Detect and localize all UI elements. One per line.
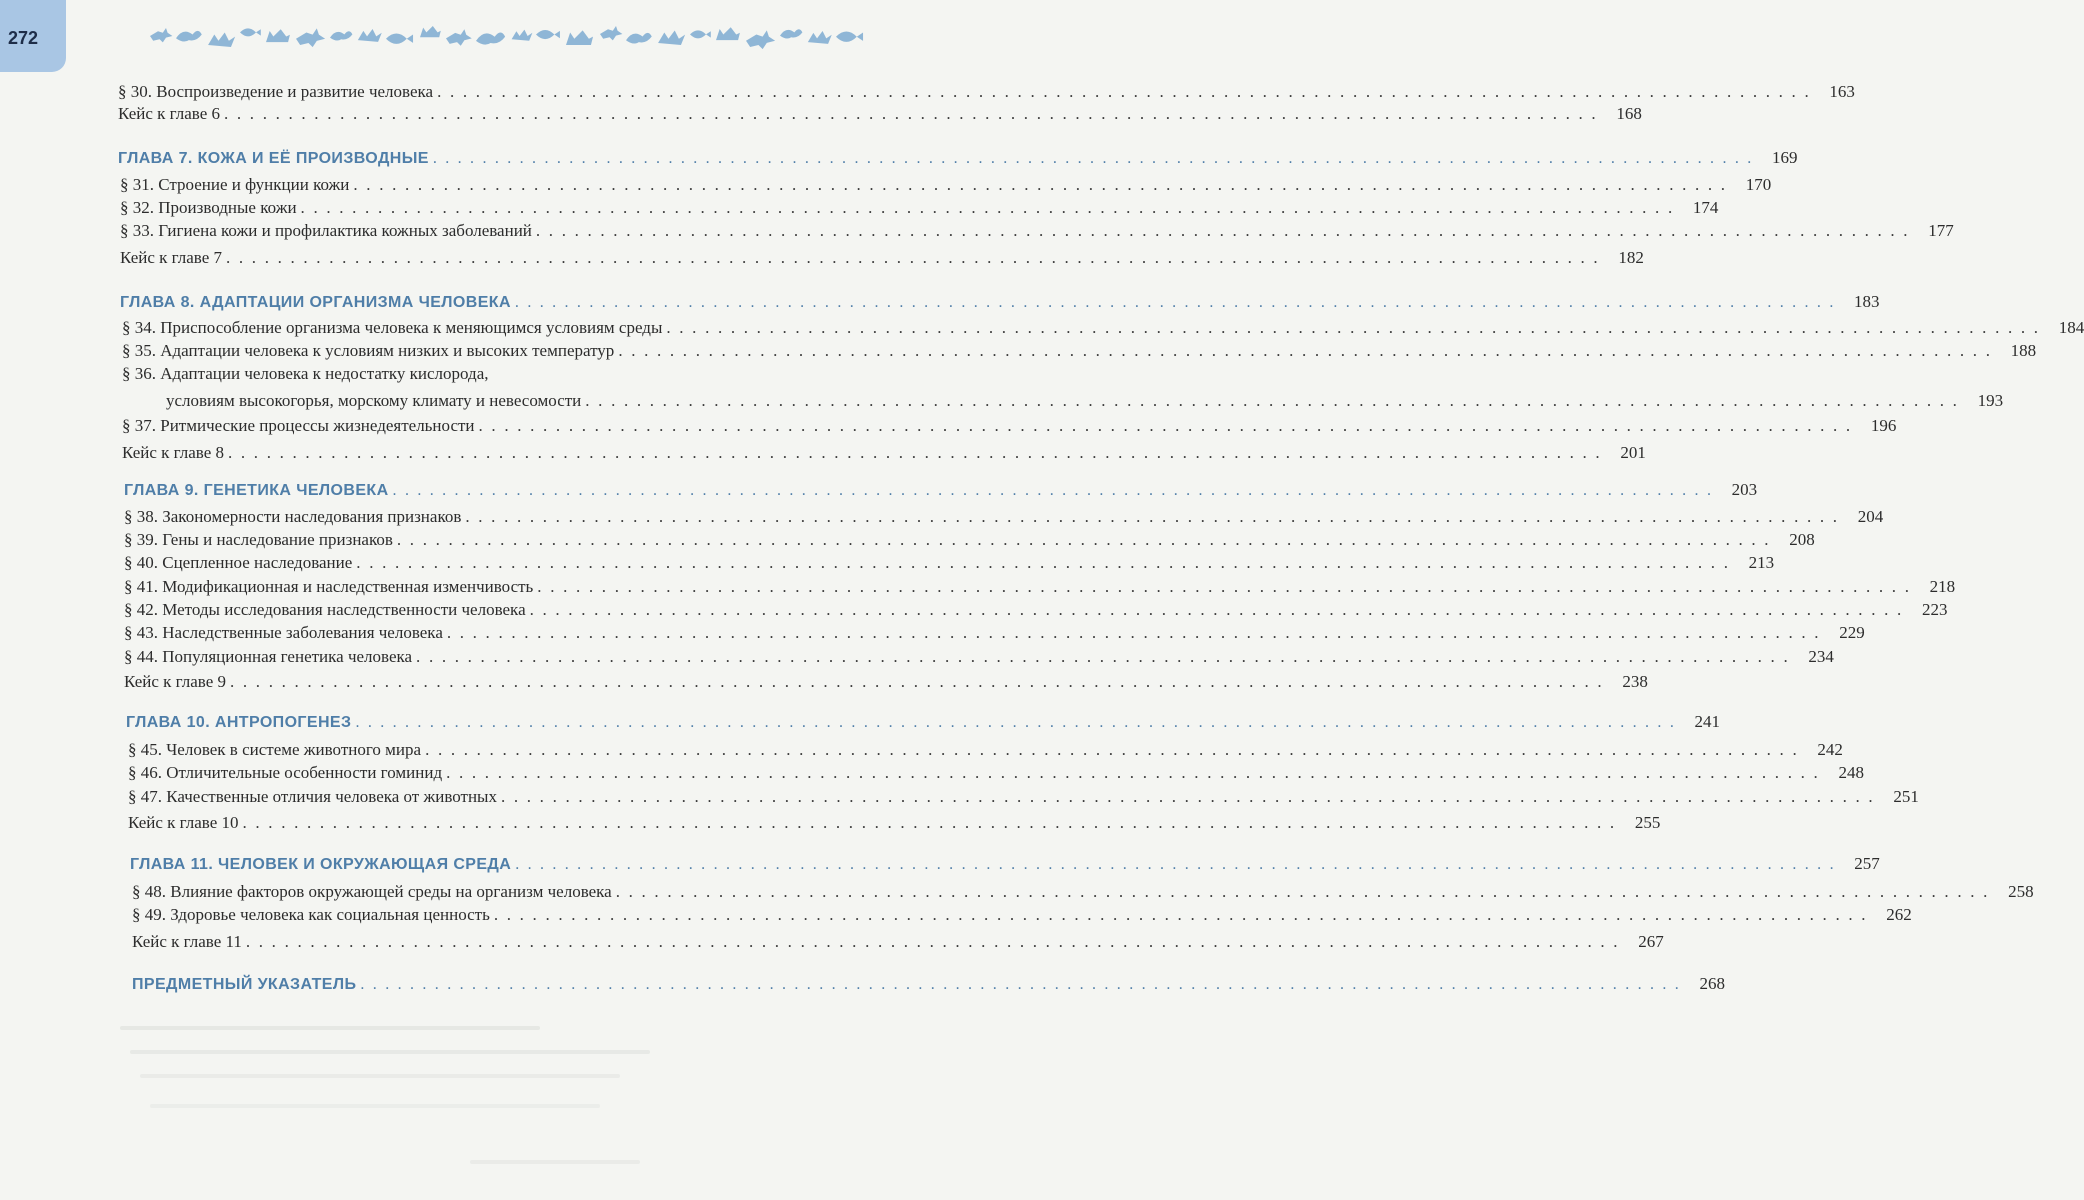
dot-leader: . . . . . . . . . . . . . . . . . . . . . . . . . . . . . . . . . . . . . . . . . . . . . . . . . . . . . . . . . . . . . . . . . . . . . . . . . . . . . . . . . . . . . . . . . . . . . . . . . . . . . . . . . . . (515, 856, 1836, 873)
section-row (124, 551, 1775, 573)
section-row (122, 339, 2037, 361)
page-ref: 242 (1817, 740, 1843, 759)
chapter-title: ГЛАВА 7. КОЖА И ЕЁ ПРОИЗВОДНЫЕ (118, 150, 429, 167)
dot-leader: . . . . . . . . . . . . . . . . . . . . . . . . . . . . . . . . . . . . . . . . . . . . . . . . . . . . . . . . . . . . . . . . . . . . . . . . . . . . . . . . . . . . . . . . . . . . . . . . . . . . . . . . . . . (392, 482, 1714, 499)
section-row (124, 505, 1884, 527)
section-row (122, 362, 856, 384)
chapter-case-row (132, 930, 1664, 952)
chapter-case-row (124, 670, 1648, 692)
dot-leader: . . . . . . . . . . . . . . . . . . . . . . . . . . . . . . . . . . . . . . . . . . . . . . . . . . . . . . . . . . . . . . . . . . . . . . . . . . . . . . . . . . . . . . . . . . . . . . . . . . . . . . . . . . . (493, 905, 1868, 924)
section-row (124, 528, 1815, 550)
dot-leader: . . . . . . . . . . . . . . . . . . . . . . . . . . . . . . . . . . . . . . . . . . . . . . . . . . . . . . . . . . . . . . . . . . . . . . . . . . . . . . . . . . . . . . . . . . . . . . . . . . . . . . . . . . . (529, 600, 1904, 619)
dot-leader: . . . . . . . . . . . . . . . . . . . . . . . . . . . . . . . . . . . . . . . . . . . . . . . . . . . . . . . . . . . . . . . . . . . . . . . . . . . . . . . . . . . . . . . . . . . . . . . . . . . . . . . . . . . (425, 740, 1799, 759)
dot-leader: . . . . . . . . . . . . . . . . . . . . . . . . . . . . . . . . . . . . . . . . . . . . . . . . . . . . . . . . . . . . . . . . . . . . . . . . . . . . . . . . . . . . . . . . . . . . . . . . . . . . . . . . . . . (230, 672, 1604, 691)
chapter-title: ГЛАВА 10. АНТРОПОГЕНЕЗ (126, 714, 352, 731)
dot-leader: . . . . . . . . . . . . . . . . . . . . . . . . . . . . . . . . . . . . . . . . . . . . . . . . . . . . . . . . . . . . . . . . . . . . . . . . . . . . . . . . . . . . . . . . . . . . . . . . . . . . . . . . . . . (478, 416, 1853, 435)
dot-leader: . . . . . . . . . . . . . . . . . . . . . . . . . . . . . . . . . . . . . . . . . . . . . . . . . . . . . . . . . . . . . . . . . . . . . . . . . . . . . . . . . . . . . . . . . . . . . . . . . . . . . . . . . . . (224, 104, 1598, 123)
dot-leader: . . . . . . . . . . . . . . . . . . . . . . . . . . . . . . . . . . . . . . . . . . . . . . . . . . . . . . . . . . . . . . . . . . . . . . . . . . . . . . . . . . . . . . . . . . . . . . . . . . . . . . . . . . . (242, 813, 1617, 832)
entry-title: § 49. Здоровье человека как социальная ценность (132, 905, 490, 924)
entry-title: § 37. Ритмические процессы жизнедеятельности (122, 416, 475, 435)
entry-title: Кейс к главе 6 (118, 104, 220, 123)
section-row (132, 880, 2034, 902)
page-ref: 255 (1634, 813, 1661, 832)
dot-leader: . . . . . . . . . . . . . . . . . . . . . . . . . . . . . . . . . . . . . . . . . . . . . . . . . . . . . . . . . . . . . . . . . . . . . . . . . . . . . . . . . . . . . . . . . . . . . . . . . . . . . . . . . . . (666, 318, 2041, 337)
section-row (132, 903, 1912, 925)
page-ref: 177 (1928, 221, 1954, 240)
chapter-title: ПРЕДМЕТНЫЙ УКАЗАТЕЛЬ (132, 976, 357, 993)
entry-title: Кейс к главе 7 (120, 248, 222, 267)
chapter-heading-row (120, 290, 1880, 312)
section-row (120, 196, 1719, 218)
section-row (124, 575, 1956, 597)
section-row (120, 173, 1772, 195)
page-ref: 268 (1699, 974, 1726, 993)
chapter-heading-row (126, 710, 1721, 732)
entry-title: Кейс к главе 8 (122, 443, 224, 462)
section-row (124, 621, 1865, 643)
dot-leader: . . . . . . . . . . . . . . . . . . . . . . . . . . . . . . . . . . . . . . . . . . . . . . . . . . . . . . . . . . . . . . . . . . . . . . . . . . . . . . . . . . . . . . . . . . . . . . . . . . . . . . . . . . . (432, 150, 1754, 167)
entry-title: § 45. Человек в системе животного мира (128, 740, 422, 759)
section-row-continuation (166, 389, 2004, 411)
page-ref: 208 (1789, 530, 1815, 549)
dot-leader: . . . . . . . . . . . . . . . . . . . . . . . . . . . . . . . . . . . . . . . . . . . . . . . . . . . . . . . . . . . . . . . . . . . . . . . . . . . . . . . . . . . . . . . . . . . . . . . . . . . . . . . . . . . (245, 932, 1620, 951)
chapter-title: ГЛАВА 8. АДАПТАЦИИ ОРГАНИЗМА ЧЕЛОВЕКА (120, 294, 511, 311)
entry-title: § 30. Воспроизведение и развитие человека (118, 82, 434, 101)
page-ref: 168 (1616, 104, 1642, 123)
page-ref: 182 (1618, 248, 1644, 267)
page-ref: 170 (1745, 175, 1772, 194)
dot-leader: . . . . . . . . . . . . . . . . . . . . . . . . . . . . . . . . . . . . . . . . . . . . . . . . . . . . . . . . . . . . . . . . . . . . . . . . . . . . . . . . . . . . . . . . . . . . . . . . . . . . . . . . . . . (500, 787, 1875, 806)
dot-leader: . . . . . . . . . . . . . . . . . . . . . . . . . . . . . . . . . . . . . . . . . . . . . . . . . . . . . . . . . . . . . . . . . . . . . . . . . . . . . . . . . . . . . . . . . . . . . . . . . . . . . . . . . . . (535, 221, 1910, 240)
chapter-title: ГЛАВА 9. ГЕНЕТИКА ЧЕЛОВЕКА (124, 482, 389, 499)
section-row (122, 316, 2084, 338)
dot-leader: . . . . . . . . . . . . . . . . . . . . . . . . . . . . . . . . . . . . . . . . . . . . . . . . . . . . . . . . . . . . . . . . . . . . . . . . . . . . . . . . . . . . . . . . . . . . . . . . . . . . . . . . . . . (355, 714, 1677, 731)
page-ref: 184 (2058, 318, 2084, 337)
page-ref: 183 (1854, 292, 1880, 311)
entry-title: § 41. Модификационная и наследственная изменчивость (124, 577, 534, 596)
bleed-through-mark (130, 1050, 650, 1054)
page-ref: 248 (1838, 763, 1864, 782)
section-row (124, 645, 1834, 667)
chapter-heading-row (130, 852, 1880, 874)
entry-title: § 42. Методы исследования наследственности человека (124, 600, 526, 619)
entry-title: § 38. Закономерности наследования признаков (124, 507, 462, 526)
page-ref: 258 (2008, 882, 2034, 901)
entry-title: § 39. Гены и наследование признаков (124, 530, 393, 549)
chapter-case-row (118, 102, 1642, 124)
dot-leader: . . . . . . . . . . . . . . . . . . . . . . . . . . . . . . . . . . . . . . . . . . . . . . . . . . . . . . . . . . . . . . . . . . . . . . . . . . . . . . . . . . . . . . . . . . . . . . . . . . . . . . . . . . . (353, 175, 1728, 194)
page-ref: 204 (1857, 507, 1884, 526)
page-ref: 223 (1921, 600, 1948, 619)
page-ref: 251 (1893, 787, 1919, 806)
section-row (120, 219, 1954, 241)
entry-title: § 40. Сцепленное наследование (124, 553, 353, 572)
bleed-through-mark (150, 1104, 600, 1108)
page-ref: 218 (1929, 577, 1956, 596)
page-ref: 203 (1731, 480, 1758, 499)
entry-title-continuation: условиям высокогорья, морскому климату и невесомости (166, 391, 582, 410)
dot-leader: . . . . . . . . . . . . . . . . . . . . . . . . . . . . . . . . . . . . . . . . . . . . . . . . . . . . . . . . . . . . . . . . . . . . . . . . . . . . . . . . . . . . . . . . . . . . . . . . . . . . . . . . . . . (437, 82, 1811, 101)
section-row (118, 80, 1855, 102)
chapter-heading-row (132, 972, 1726, 994)
page-ref: 213 (1748, 553, 1775, 572)
entry-title: § 32. Производные кожи (120, 198, 297, 217)
dot-leader: . . . . . . . . . . . . . . . . . . . . . . . . . . . . . . . . . . . . . . . . . . . . . . . . . . . . . . . . . . . . . . . . . . . . . . . . . . . . . . . . . . . . . . . . . . . . . . . . . . . . . . . . . . . (360, 976, 1682, 993)
entry-title: § 44. Популяционная генетика человека (124, 647, 413, 666)
page-number: 272 (8, 28, 39, 48)
page-ref: 238 (1622, 672, 1648, 691)
bleed-through-mark (120, 1026, 540, 1030)
dot-leader: . . . . . . . . . . . . . . . . . . . . . . . . . . . . . . . . . . . . . . . . . . . . . . . . . . . . . . . . . . . . . . . . . . . . . . . . . . . . . . . . . . . . . . . . . . . . . . . . . . . . . . . . . . . (228, 443, 1602, 462)
bleed-through-mark (140, 1074, 620, 1078)
entry-title: § 48. Влияние факторов окружающей среды на организм человека (132, 882, 612, 901)
entry-title: § 34. Приспособление организма человека к меняющимся условиям среды (122, 318, 663, 337)
chapter-case-row (128, 811, 1661, 833)
dot-leader: . . . . . . . . . . . . . . . . . . . . . . . . . . . . . . . . . . . . . . . . . . . . . . . . . . . . . . . . . . . . . . . . . . . . . . . . . . . . . . . . . . . . . . . . . . . . . . . . . . . . . . . . . . . (465, 507, 1840, 526)
dot-leader: . . . . . . . . . . . . . . . . . . . . . . . . . . . . . . . . . . . . . . . . . . . . . . . . . . . . . . . . . . . . . . . . . . . . . . . . . . . . . . . . . . . . . . . . . . . . . . . . . . . . . . . . . . . (396, 530, 1771, 549)
entry-title: § 33. Гигиена кожи и профилактика кожных заболеваний (120, 221, 532, 240)
entry-title: Кейс к главе 9 (124, 672, 226, 691)
chapter-case-row (122, 441, 1646, 463)
page-ref: 163 (1829, 82, 1855, 101)
entry-title: § 47. Качественные отличия человека от животных (128, 787, 497, 806)
chapter-title: ГЛАВА 11. ЧЕЛОВЕК И ОКРУЖАЮЩАЯ СРЕДА (130, 856, 512, 873)
page-ref: 169 (1771, 148, 1798, 167)
chapter-case-row (120, 246, 1644, 268)
dot-leader: . . . . . . . . . . . . . . . . . . . . . . . . . . . . . . . . . . . . . . . . . . . . . . . . . . . . . . . . . . . . . . . . . . . . . . . . . . . . . . . . . . . . . . . . . . . . . . . . . . . . . . . . . . . (226, 248, 1600, 267)
page-ref: 174 (1692, 198, 1719, 217)
page-ref: 267 (1638, 932, 1664, 951)
entry-title: § 36. Адаптации человека к недостатку кислорода, (122, 364, 489, 383)
section-row (128, 785, 1919, 807)
chapter-heading-row (118, 146, 1798, 168)
dot-leader: . . . . . . . . . . . . . . . . . . . . . . . . . . . . . . . . . . . . . . . . . . . . . . . . . . . . . . . . . . . . . . . . . . . . . . . . . . . . . . . . . . . . . . . . . . . . . . . . . . . . . . . . . . . (416, 647, 1790, 666)
dot-leader: . . . . . . . . . . . . . . . . . . . . . . . . . . . . . . . . . . . . . . . . . . . . . . . . . . . . . . . . . . . . . . . . . . . . . . . . . . . . . . . . . . . . . . . . . . . . . . . . . . . . . . . . . . . (356, 553, 1731, 572)
dot-leader: . . . . . . . . . . . . . . . . . . . . . . . . . . . . . . . . . . . . . . . . . . . . . . . . . . . . . . . . . . . . . . . . . . . . . . . . . . . . . . . . . . . . . . . . . . . . . . . . . . . . . . . . . . . (615, 882, 1990, 901)
entry-title: Кейс к главе 11 (132, 932, 242, 951)
page-ref: 201 (1620, 443, 1646, 462)
bleed-through-mark (470, 1160, 640, 1164)
page-ref: 234 (1808, 647, 1834, 666)
page-ref: 229 (1839, 623, 1865, 642)
dot-leader: . . . . . . . . . . . . . . . . . . . . . . . . . . . . . . . . . . . . . . . . . . . . . . . . . . . . . . . . . . . . . . . . . . . . . . . . . . . . . . . . . . . . . . . . . . . . . . . . . . . . . . . . . . . (618, 341, 1993, 360)
page-ref: 241 (1694, 712, 1721, 731)
page-ref: 257 (1854, 854, 1880, 873)
entry-title: § 43. Наследственные заболевания человека (124, 623, 443, 642)
dot-leader: . . . . . . . . . . . . . . . . . . . . . . . . . . . . . . . . . . . . . . . . . . . . . . . . . . . . . . . . . . . . . . . . . . . . . . . . . . . . . . . . . . . . . . . . . . . . . . . . . . . . . . . . . . . (446, 623, 1821, 642)
entry-title: § 46. Отличительные особенности гоминид (128, 763, 443, 782)
page-ref: 188 (2010, 341, 2037, 360)
entry-title: Кейс к главе 10 (128, 813, 239, 832)
section-row (122, 414, 1897, 436)
dot-leader: . . . . . . . . . . . . . . . . . . . . . . . . . . . . . . . . . . . . . . . . . . . . . . . . . . . . . . . . . . . . . . . . . . . . . . . . . . . . . . . . . . . . . . . . . . . . . . . . . . . . . . . . . . . (514, 294, 1836, 311)
dot-leader: . . . . . . . . . . . . . . . . . . . . . . . . . . . . . . . . . . . . . . . . . . . . . . . . . . . . . . . . . . . . . . . . . . . . . . . . . . . . . . . . . . . . . . . . . . . . . . . . . . . . . . . . . . . (585, 391, 1960, 410)
entry-title: § 35. Адаптации человека к условиям низких и высоких температур (122, 341, 615, 360)
chapter-heading-row (124, 478, 1758, 500)
page-ref: 262 (1886, 905, 1912, 924)
section-row (124, 598, 1948, 620)
dot-leader: . . . . . . . . . . . . . . . . . . . . . . . . . . . . . . . . . . . . . . . . . . . . . . . . . . . . . . . . . . . . . . . . . . . . . . . . . . . . . . . . . . . . . . . . . . . . . . . . . . . . . . . . . . . (446, 763, 1820, 782)
entry-title: § 31. Строение и функции кожи (120, 175, 350, 194)
section-row (128, 738, 1843, 760)
dot-leader: . . . . . . . . . . . . . . . . . . . . . . . . . . . . . . . . . . . . . . . . . . . . . . . . . . . . . . . . . . . . . . . . . . . . . . . . . . . . . . . . . . . . . . . . . . . . . . . . . . . . . . . . . . . (537, 577, 1912, 596)
dot-leader: . . . . . . . . . . . . . . . . . . . . . . . . . . . . . . . . . . . . . . . . . . . . . . . . . . . . . . . . . . . . . . . . . . . . . . . . . . . . . . . . . . . . . . . . . . . . . . . . . . . . . . . . . . . (300, 198, 1675, 217)
section-row (128, 761, 1864, 783)
page-ref: 193 (1977, 391, 2004, 410)
page-ref: 196 (1870, 416, 1897, 435)
